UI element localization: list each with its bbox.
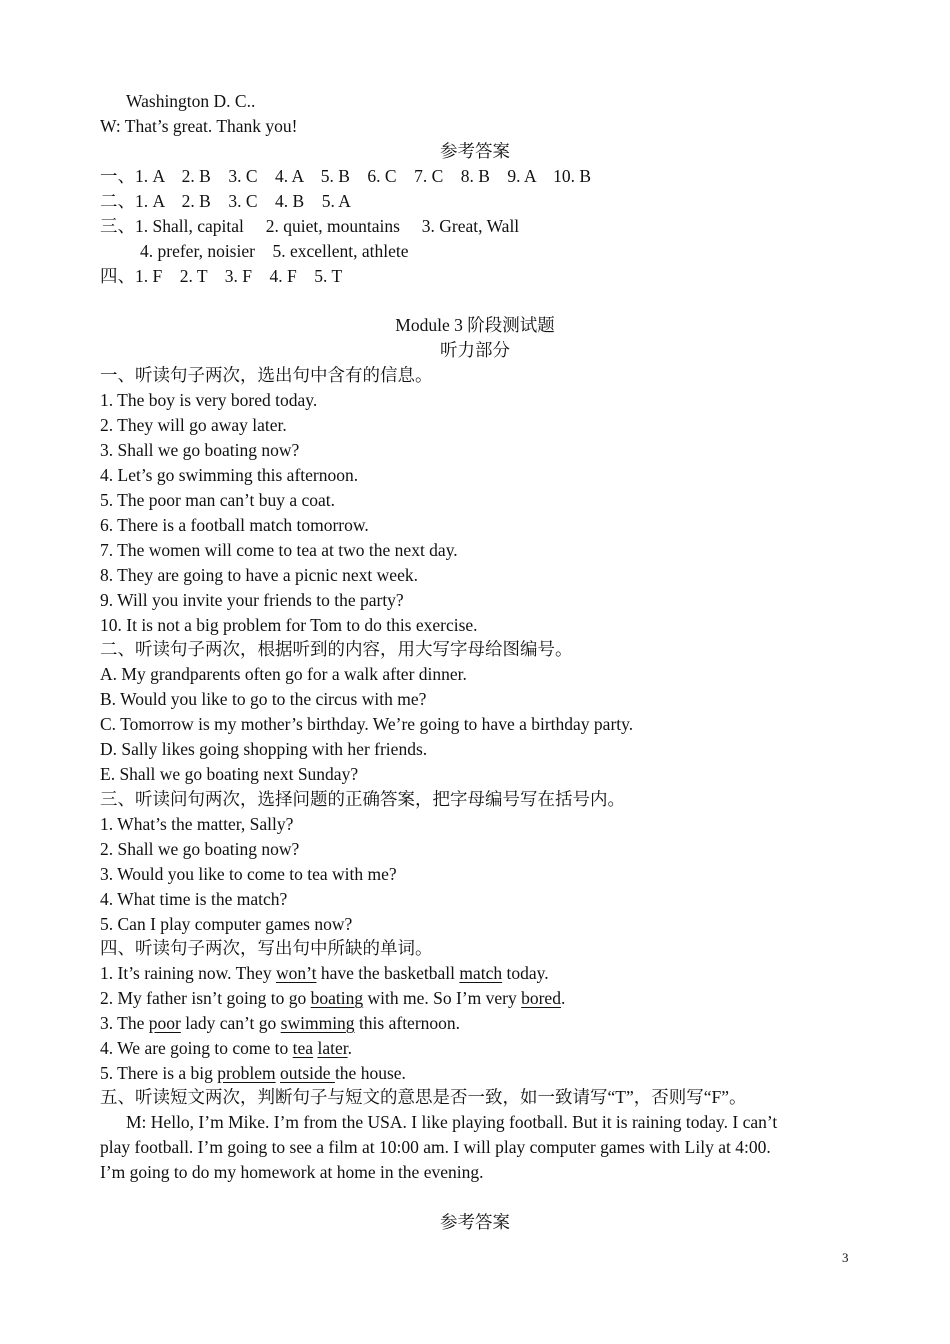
fill-in-sentence bbox=[100, 961, 549, 986]
fill-in-sentence bbox=[100, 986, 565, 1011]
passage-line: M: Hello, I’m Mike. I’m from the USA. I like playing football. But it is raining today. I can’t bbox=[126, 1112, 778, 1132]
answer-line: 二、1. A 2. B 3. C 4. B 5. A bbox=[100, 191, 351, 211]
list-item: 8. They are going to have a picnic next week. bbox=[100, 565, 418, 585]
list-item: 7. The women will come to tea at two the next day. bbox=[100, 540, 458, 560]
underlined-answer: boating bbox=[310, 988, 364, 1008]
sentence-text: have the basketball bbox=[316, 963, 460, 983]
list-item: D. Sally likes going shopping with her friends. bbox=[100, 739, 428, 759]
list-item: 1. The boy is very bored today. bbox=[100, 390, 318, 410]
list-item: A. My grandparents often go for a walk after dinner. bbox=[100, 664, 467, 684]
answer-line: 一、1. A 2. B 3. C 4. A 5. B 6. C 7. C 8. B 9. A 10. B bbox=[100, 166, 592, 186]
underlined-answer: tea bbox=[292, 1038, 314, 1058]
underlined-answer: bored bbox=[521, 988, 561, 1008]
list-item: 9. Will you invite your friends to the party? bbox=[100, 590, 404, 610]
sentence-text: this afternoon. bbox=[354, 1013, 461, 1033]
sentence-text: . bbox=[347, 1038, 352, 1058]
part-heading: 二、听读句子两次，根据听到的内容，用大写字母给图编号。 bbox=[100, 639, 573, 659]
list-item: 10. It is not a big problem for Tom to do this exercise. bbox=[100, 615, 478, 635]
list-item: E. Shall we go boating next Sunday? bbox=[100, 764, 359, 784]
list-item: 2. They will go away later. bbox=[100, 415, 287, 435]
list-item: 4. Let’s go swimming this afternoon. bbox=[100, 465, 359, 485]
list-item: 3. Shall we go boating now? bbox=[100, 440, 300, 460]
fill-in-sentence bbox=[100, 1061, 406, 1086]
sentence-text: today. bbox=[502, 963, 549, 983]
list-item: C. Tomorrow is my mother’s birthday. We’re going to have a birthday party. bbox=[100, 714, 634, 734]
page-number: 3 bbox=[842, 1250, 849, 1265]
underlined-answer: poor bbox=[148, 1013, 181, 1033]
part-heading: 五、听读短文两次，判断句子与短文的意思是否一致，如一致请写“T”，否则写“F”。 bbox=[100, 1087, 747, 1107]
answer-line: 三、1. Shall, capital 2. quiet, mountains 3. Great, Wall bbox=[100, 216, 520, 236]
answer-line: 四、1. F 2. T 3. F 4. F 5. T bbox=[100, 266, 343, 286]
sentence-text: lady can’t go bbox=[180, 1013, 281, 1033]
answers-title: 参考答案 bbox=[440, 141, 510, 161]
sentence-text: 1. It’s raining now. They bbox=[100, 963, 276, 983]
sentence-text: 3. The bbox=[100, 1013, 149, 1033]
text-line: W: That’s great. Thank you! bbox=[100, 116, 298, 136]
underlined-answer: outside bbox=[280, 1063, 335, 1083]
fill-in-sentence bbox=[100, 1036, 352, 1061]
list-item: 4. What time is the match? bbox=[100, 889, 288, 909]
section-subtitle: 听力部分 bbox=[440, 340, 510, 360]
underlined-answer: won’t bbox=[275, 963, 317, 983]
passage-line: I’m going to do my homework at home in the evening. bbox=[100, 1162, 484, 1182]
list-item: B. Would you like to go to the circus with me? bbox=[100, 689, 427, 709]
fill-in-sentence bbox=[100, 1011, 460, 1036]
list-item: 6. There is a football match tomorrow. bbox=[100, 515, 369, 535]
list-item: 2. Shall we go boating now? bbox=[100, 839, 300, 859]
underlined-answer: problem bbox=[217, 1063, 276, 1083]
sentence-text: 2. My father isn’t going to go bbox=[100, 988, 311, 1008]
sentence-text: the house. bbox=[334, 1063, 406, 1083]
answer-line: 4. prefer, noisier 5. excellent, athlete bbox=[140, 241, 409, 261]
sentence-text: with me. So I’m very bbox=[363, 988, 522, 1008]
underlined-answer: later bbox=[317, 1038, 348, 1058]
part-heading: 一、听读句子两次，选出句中含有的信息。 bbox=[100, 365, 433, 385]
answers-title: 参考答案 bbox=[440, 1212, 510, 1232]
sentence-text: 4. We are going to come to bbox=[100, 1038, 293, 1058]
passage-line: play football. I’m going to see a film at 10:00 am. I will play computer games with Lily at 4:00. bbox=[100, 1137, 771, 1157]
sentence-text: . bbox=[560, 988, 566, 1008]
list-item: 5. Can I play computer games now? bbox=[100, 914, 353, 934]
list-item: 1. What’s the matter, Sally? bbox=[100, 814, 294, 834]
part-heading: 三、听读问句两次，选择问题的正确答案，把字母编号写在括号内。 bbox=[100, 789, 625, 809]
sentence-text: 5. There is a big bbox=[100, 1063, 218, 1083]
list-item: 3. Would you like to come to tea with me? bbox=[100, 864, 397, 884]
underlined-answer: match bbox=[459, 963, 503, 983]
underlined-answer: swimming bbox=[280, 1013, 355, 1033]
list-item: 5. The poor man can’t buy a coat. bbox=[100, 490, 336, 510]
part-heading: 四、听读句子两次，写出句中所缺的单词。 bbox=[100, 938, 433, 958]
text-line: Washington D. C.. bbox=[126, 91, 256, 111]
module-title: Module 3 阶段测试题 bbox=[395, 315, 555, 335]
